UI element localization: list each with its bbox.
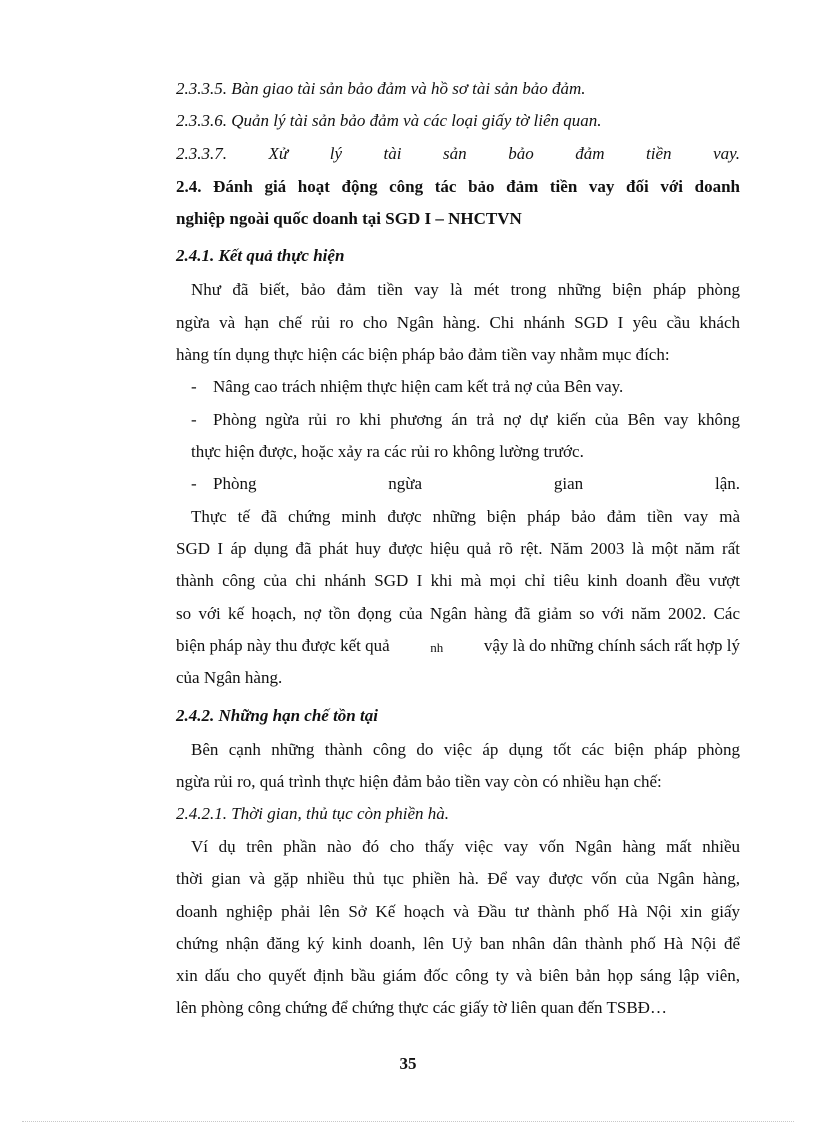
section-2-4-heading-line2: nghiệp ngoài quốc doanh tại SGD I – NHCTVN — [176, 209, 522, 228]
bullet-dash: - — [191, 410, 197, 429]
paragraph-line: ngừa rủi ro, quá trình thực hiện đảm bảo tiền vay còn có nhiều hạn chế: — [176, 772, 662, 791]
paragraph-line: doanh nghiệp phải lên Sở Kế hoạch và Đầu tư thành phố Hà Nội xin giấy — [176, 902, 740, 921]
subsection-2-3-3-6: 2.3.3.6. Quản lý tài sản bảo đảm và các loại giấy tờ liên quan. — [176, 111, 602, 130]
paragraph-line: thời gian và gặp nhiều thủ tục phiền hà. Để vay được vốn của Ngân hàng, — [176, 869, 740, 888]
paragraph-line: Như đã biết, bảo đảm tiền vay là mét trong những biện pháp phòng — [191, 280, 740, 299]
subsection-2-4-2-1: 2.4.2.1. Thời gian, thủ tục còn phiền hà. — [176, 804, 450, 823]
paragraph-line: hàng tín dụng thực hiện các biện pháp bảo đảm tiền vay nhằm mục đích: — [176, 345, 670, 364]
paragraph-line: ngừa và hạn chế rủi ro cho Ngân hàng. Chi nhánh SGD I yêu cầu khách — [176, 313, 740, 332]
bullet-item: Nâng cao trách nhiệm thực hiện cam kết trả nợ của Bên vay. — [213, 377, 624, 396]
paragraph-line — [176, 635, 740, 657]
paragraph-line: Bên cạnh những thành công do việc áp dụng tốt các biện pháp phòng — [191, 740, 740, 759]
section-2-4-2-heading: 2.4.2. Những hạn chế tồn tại — [176, 706, 378, 725]
bullet-item: Phòng ngừa rủi ro khi phương án trả nợ dự kiến của Bên vay không — [213, 410, 740, 429]
bullet-dash: - — [191, 474, 197, 493]
paragraph-line: thành công của chi nhánh SGD I khi mà mọi chỉ tiêu kinh doanh đều vượt — [176, 571, 740, 590]
text-fragment-small: nh — [430, 640, 444, 655]
text-segment: vậy là do những chính sách rất hợp lý — [483, 636, 740, 655]
bullet-item-continued: thực hiện được, hoặc xảy ra các rủi ro không lường trước. — [191, 442, 584, 461]
paragraph-line: lên phòng công chứng để chứng thực các giấy tờ liên quan đến TSBĐ… — [176, 998, 667, 1017]
subsection-2-3-3-7: 2.3.3.7. Xử lý tài sản bảo đảm tiền vay. — [176, 144, 740, 163]
page-number: 35 — [399, 1054, 417, 1073]
section-2-4-heading-line1: 2.4. Đánh giá hoạt động công tác bảo đảm tiền vay đối với doanh — [176, 177, 740, 196]
paragraph-line: của Ngân hàng. — [176, 668, 283, 687]
paragraph-line: SGD I áp dụng đã phát huy được hiệu quả rõ rệt. Năm 2003 là một năm rất — [176, 539, 740, 558]
bullet-item: Phòng ngừa gian lận. — [213, 474, 740, 493]
page-bottom-divider — [22, 1121, 794, 1122]
section-2-4-1-heading: 2.4.1. Kết quả thực hiện — [176, 246, 345, 265]
paragraph-line: Ví dụ trên phần nào đó cho thấy việc vay vốn Ngân hàng mất nhiều — [191, 837, 740, 856]
paragraph-line: so với kế hoạch, nợ tồn đọng của Ngân hàng đã giảm so với năm 2002. Các — [176, 604, 740, 623]
paragraph-line: Thực tế đã chứng minh được những biện pháp bảo đảm tiền vay mà — [191, 507, 740, 526]
subsection-2-3-3-5: 2.3.3.5. Bàn giao tài sản bảo đảm và hồ sơ tài sản bảo đảm. — [176, 79, 586, 98]
text-segment: biện pháp này thu được kết quả — [176, 636, 390, 655]
bullet-dash: - — [191, 377, 197, 396]
paragraph-line: chứng nhận đăng ký kinh doanh, lên Uỷ ban nhân dân thành phố Hà Nội để — [176, 934, 740, 953]
paragraph-line: xin dấu cho quyết định bầu giám đốc công ty và biên bản họp sáng lập viên, — [176, 966, 740, 985]
